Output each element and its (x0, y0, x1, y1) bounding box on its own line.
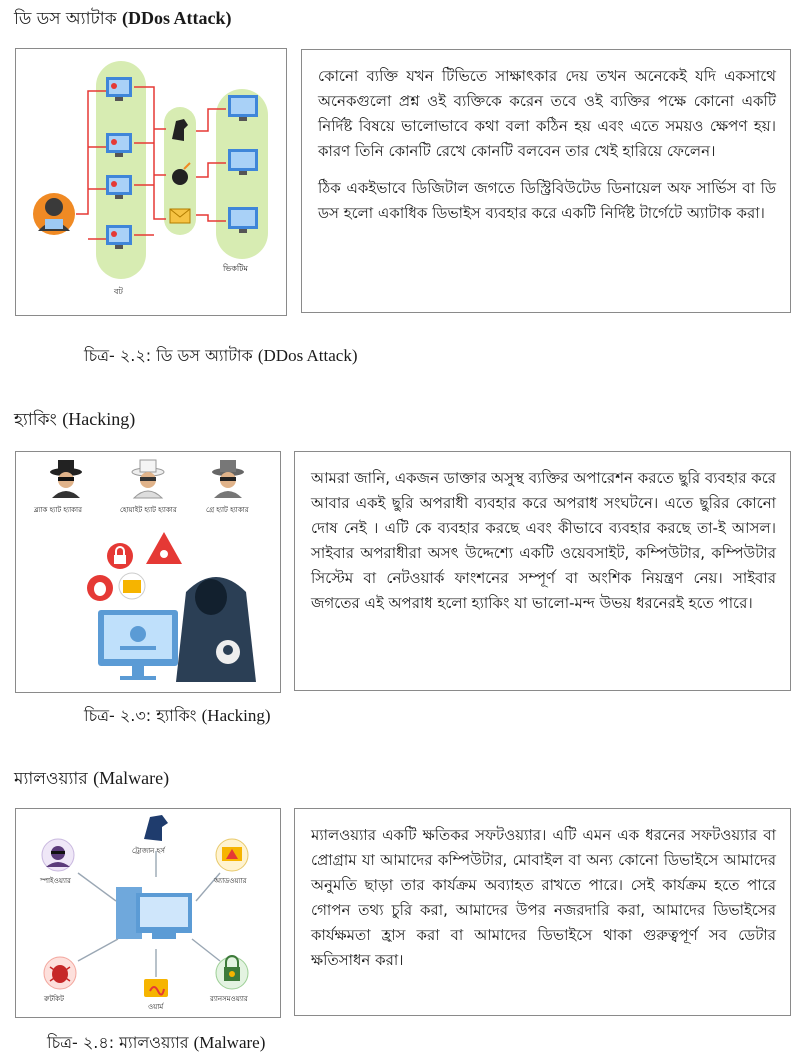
ddos-diagram (16, 49, 286, 315)
grey-hat-label: গ্রে হ্যাট হ্যাকার (206, 506, 249, 514)
folder-icon (119, 573, 145, 599)
heading-malware-bn: ম্যালওয়্যার (14, 769, 88, 789)
heading-ddos-bn: ডি ডস অ্যাটাক (14, 9, 117, 29)
hacking-illustration (16, 452, 280, 692)
worm-icon (144, 979, 168, 997)
ddos-caption (84, 343, 357, 370)
malware-caption-bn: চিত্র- ২.৪: ম্যালওয়্যার (47, 1033, 189, 1052)
hacking-caption-en: (Hacking) (201, 706, 271, 725)
ddos-caption-en: (DDos Attack) (257, 346, 358, 365)
spyware-label: স্পাইওয়্যার (40, 877, 71, 885)
bug-icon (87, 575, 113, 601)
adware-label: অ্যাডওয়্যার (214, 877, 247, 885)
warning-icon (146, 532, 182, 564)
trojan-horse-icon (144, 815, 168, 841)
ransomware-label: র‍্যানসমওয়্যার (210, 995, 248, 1003)
grey-hat-hacker-icon (212, 460, 244, 498)
black-hat-hacker-icon (50, 460, 82, 498)
worm-label: ওয়ার্ম (148, 1003, 164, 1011)
malware-diagram (16, 809, 280, 1017)
ransomware-icon (216, 956, 248, 989)
white-hat-label: হোয়াইট হ্যাট হ্যাকার (120, 506, 177, 514)
white-hat-hacker-icon (132, 460, 164, 498)
victim-label: ভিকটিম (223, 264, 248, 273)
ddos-caption-bn: চিত্র- ২.২: ডি ডস অ্যাটাক (84, 346, 253, 365)
hacking-caption-bn: চিত্র- ২.৩: হ্যাকিং (84, 706, 197, 725)
hacking-paragraph-1: আমরা জানি, একজন ডাক্তার অসুস্থ ব্যক্তির অপারেশন করতে ছুরি ব্যবহার করে আবার একই ছুরি অপরাধী ব্যবহার করে অপরাধ সংঘটনে। এতে ছুরির কোনো দোষ নেই । এটি কে ব্যবহার করছে এবং কীভাবে ব্যবহার করছে তা-ই আসল। সাইবার অপরাধীরা অসৎ উদ্দেশ্যে একটি ওয়েবসাইট, কম্পিউটার, কম্পিউটার সিস্টেম বা নেটওয়ার্ক ফাংশনের সম্পূর্ণ বা অংশিক নিয়ন্ত্রণ নেয়। সাইবার জগতের এই অপরাধ হলো হ্যাকিং যা ভালো-মন্দ উভয় ধরনেরই হতে পারে। (311, 469, 776, 612)
heading-hacking-bn: হ্যাকিং (14, 410, 57, 430)
malware-figure (15, 808, 281, 1018)
malware-caption-en: (Malware) (193, 1033, 266, 1052)
victim-computers (228, 95, 258, 233)
monitor-icon (98, 610, 178, 680)
malware-text-box (294, 808, 791, 1016)
ddos-paragraph-1: কোনো ব্যক্তি যখন টিভিতে সাক্ষাৎকার দেয় তখন অনেকেই যদি একসাথে অনেকগুলো প্রশ্ন ওই ব্যক্তিকে করেন তবে ওই ব্যক্তির পক্ষে কোনো একটি নির্দিষ্ট বিষয়ে ভালোভাবে কথা বলা কঠিন হয় এবং এতে সময়ও ক্ষেপণ হয়। কারণ তিনি কোনটি রেখে কোনটি বলবেন তার খেই হারিয়ে ফেলেন। (318, 67, 776, 160)
hacking-figure (15, 451, 281, 693)
ddos-text-box (301, 49, 791, 313)
black-hat-label: ব্ল্যাক হ্যাট হ্যাকার (34, 506, 82, 514)
adware-icon (216, 839, 248, 871)
hooded-hacker-icon (176, 577, 256, 682)
lock-icon (107, 543, 133, 569)
ddos-figure (15, 48, 287, 316)
heading-malware-en: (Malware) (93, 768, 170, 788)
malware-paragraph-1: ম্যালওয়্যার একটি ক্ষতিকর সফটওয়্যার। এটি এমন এক ধরনের সফটওয়্যার বা প্রোগ্রাম যা আমাদের কম্পিউটার, মোবাইল বা অন্য কোনো ডিভাইসে আমাদের অনুমতি ছাড়া তার কার্যক্রম অব্যাহত রাখতে পারে। সেই কার্যক্রম হতে পারে গোপন তথ্য চুরি করা, আমাদের উপর নজরদারি করা, আমাদের ডিভাইসের কার্যক্ষমতা হ্রাস করা বা আমাদের ডিভাইসে থাকা গুরুত্বপূর্ণ সব ডেটার ক্ষতিসাধন করা। (311, 826, 776, 969)
attacker-icon (33, 193, 75, 235)
heading-malware (14, 766, 169, 794)
rootkit-label: রুটকিট (44, 995, 64, 1003)
spyware-icon (42, 839, 74, 871)
hacking-text-box (294, 451, 791, 691)
bot-label: বট (114, 287, 123, 296)
trojan-label: ট্রোজান হর্স (132, 847, 165, 855)
envelope-icon (170, 209, 190, 223)
heading-ddos (14, 6, 232, 34)
hacking-caption (84, 703, 271, 730)
malware-caption (47, 1030, 265, 1057)
heading-hacking-en: (Hacking) (62, 409, 136, 429)
heading-ddos-en: (DDos Attack) (122, 8, 232, 28)
ddos-paragraph-2: ঠিক একইভাবে ডিজিটাল জগতে ডিস্ট্রিবিউটেড ডিনায়েল অফ সার্ভিস বা ডি ডস হলো একাধিক ডিভাইস ব্যবহার করে একটি নির্দিষ্ট টার্গেটে অ্যাটাক করা। (318, 179, 776, 222)
heading-hacking (14, 407, 135, 435)
center-computer-icon (116, 887, 192, 939)
rootkit-icon (44, 957, 76, 989)
